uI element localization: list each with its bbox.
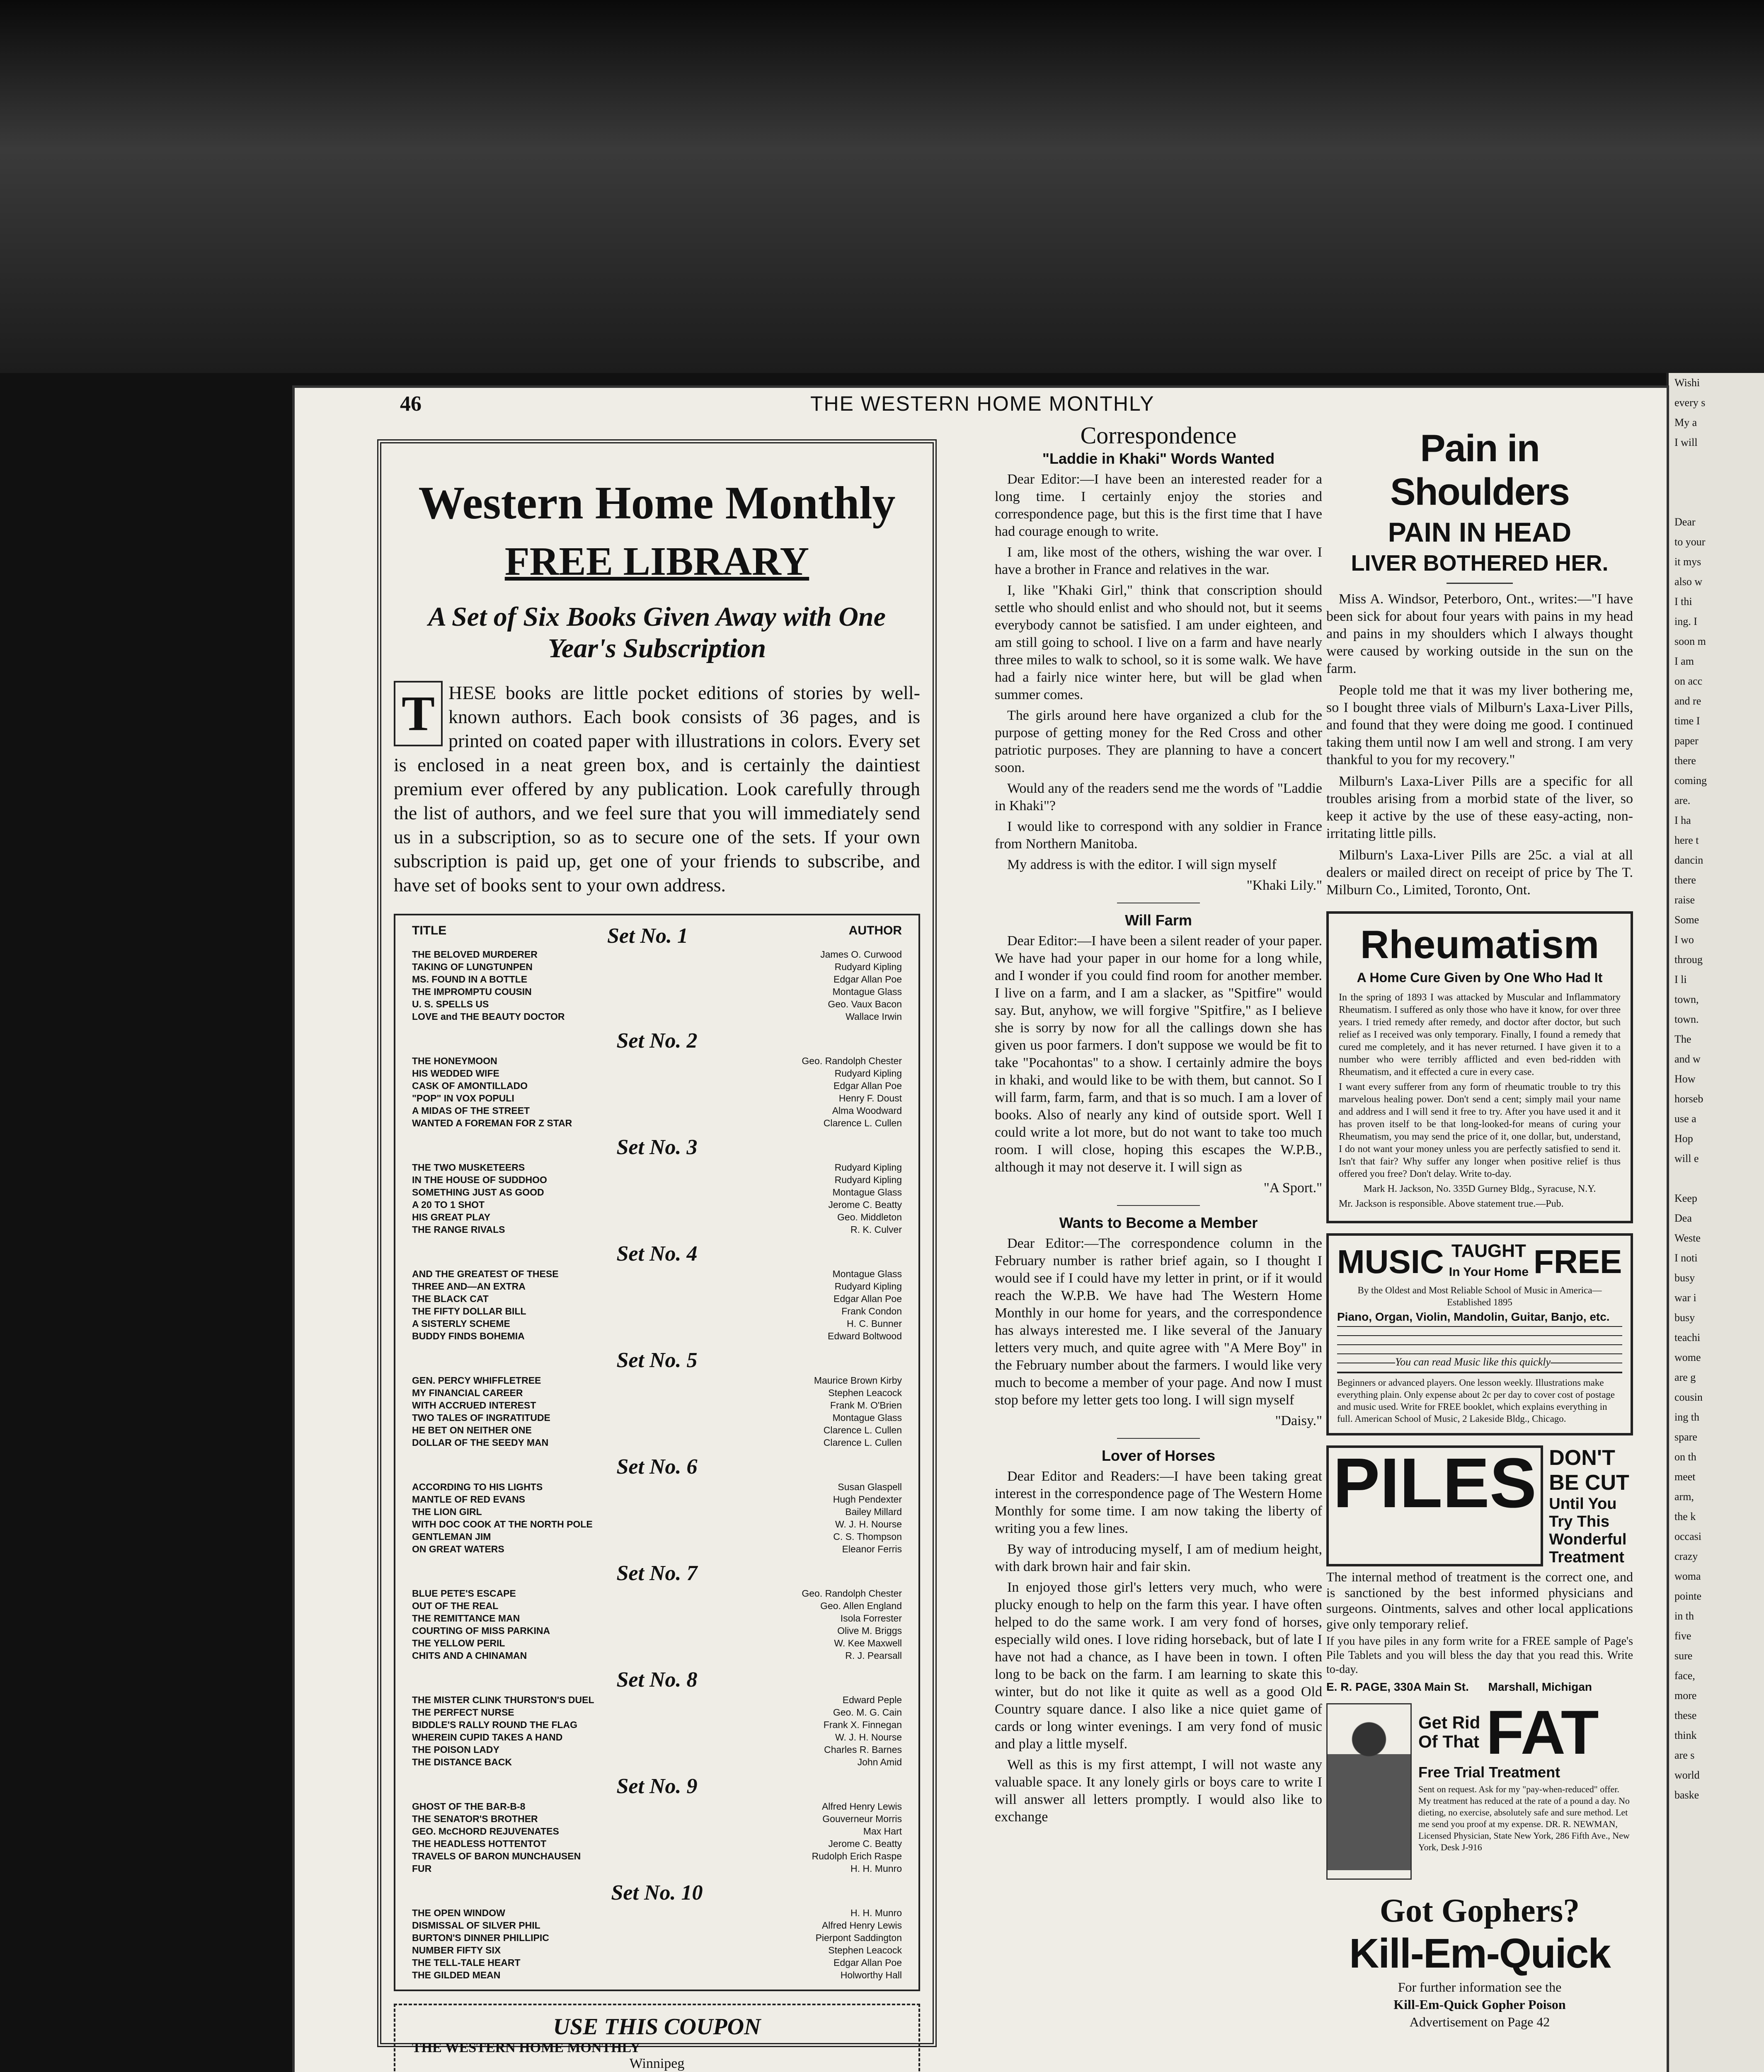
- fat-subhead: Free Trial Treatment: [1418, 1764, 1560, 1781]
- letter-paragraph: The girls around here have organized a club for the purpose of getting money for the Red Cross and other patriotic purposes. They are planning to have a concert soon.: [995, 708, 1322, 775]
- coupon-title: USE THIS COUPON: [553, 2014, 761, 2040]
- book-row: [412, 1280, 902, 1293]
- book-title: GENTLEMAN JIM: [412, 1531, 491, 1542]
- book-author: Edgar Allan Poe: [834, 1957, 902, 1968]
- book-title: THE LION GIRL: [412, 1506, 482, 1517]
- woman-illustration: [1326, 1703, 1412, 1880]
- book-row: [412, 1424, 902, 1436]
- book-author: Holworthy Hall: [840, 1970, 902, 1980]
- book-author: H. H. Munro: [850, 1907, 902, 1918]
- book-author: Jerome C. Beatty: [828, 1838, 902, 1849]
- book-title: THE OPEN WINDOW: [412, 1907, 505, 1918]
- letter-paragraph: Well as this is my first attempt, I will not waste any valuable space. It any lonely girls or boys care to write I will answer all letters promptly. I would also like to exchange: [995, 1757, 1322, 1825]
- book-row: [412, 1117, 902, 1129]
- correspondence-column: [995, 422, 1322, 1829]
- book-row: [412, 1649, 902, 1662]
- book-author: Montague Glass: [832, 1412, 902, 1423]
- book-author: Wallace Irwin: [846, 1011, 902, 1022]
- column-title-label: TITLE: [412, 924, 447, 937]
- music-line-1: By the Oldest and Most Reliable School of Music in America—Established 1895: [1357, 1285, 1602, 1307]
- library-intro: [394, 681, 920, 897]
- book-row: [412, 1305, 902, 1317]
- book-author: Clarence L. Cullen: [823, 1425, 902, 1435]
- book-row: [412, 1186, 902, 1198]
- music-free: FREE: [1534, 1243, 1622, 1280]
- book-row: [412, 1600, 902, 1612]
- letter-paragraph: I am, like most of the others, wishing the war over. I have a brother in France and relatives in the war.: [995, 545, 1322, 577]
- book-title: NUMBER FIFTY SIX: [412, 1945, 501, 1956]
- book-row: [412, 1919, 902, 1932]
- rheumatism-subhead: A Home Cure Given by One Who Had It: [1357, 970, 1603, 985]
- book-author: Frank M. O'Brien: [830, 1400, 902, 1411]
- gophers-line-3: Advertisement on Page 42: [1409, 2014, 1550, 2029]
- book-row: [412, 1813, 902, 1825]
- book-author: Henry F. Doust: [838, 1093, 902, 1104]
- book-author: Hugh Pendexter: [833, 1494, 902, 1505]
- book-title: MANTLE OF RED EVANS: [412, 1494, 526, 1505]
- sets-container: [412, 948, 902, 1981]
- book-author: Geo. Vaux Bacon: [828, 999, 902, 1009]
- sets-header: [412, 924, 902, 948]
- book-title: U. S. SPELLS US: [412, 999, 489, 1009]
- music-word: MUSIC: [1337, 1243, 1444, 1280]
- book-row: [412, 1612, 902, 1624]
- book-row: [412, 1104, 902, 1117]
- library-intro-text: HESE books are little pocket editions of stories by well-known authors. Each book consists of 36 pages, and is printed on coated paper with illustrations in colors. Every set is enclosed in a neat green box, and is certainly the daintiest premium ever offered by any publication. Look carefully through the list of authors, and we feel sure that you will immediately send us in a subscription, so as to secure one of the sets. If your own subscription is paid up, get one of your friends to subscribe, and have set of books sent to your own address.: [394, 682, 920, 896]
- rheumatism-para: In the spring of 1893 I was attacked by Muscular and Inflammatory Rheumatism. I suffered as only those who have it know, for over three years. I tried remedy after remedy, and doctor after doctor, but such relief as I received was only temporary. Finally, I found a remedy that cured me completely, and it has never returned. I have given it to a number who were terribly afflicted and even bed-ridden with Rheumatism, and it effected a cure in every case.: [1339, 992, 1621, 1077]
- letter-title: Lover of Horses: [1101, 1447, 1216, 1464]
- fat-of-that-text: Of That: [1418, 1732, 1479, 1751]
- book-author: W. J. H. Nourse: [835, 1732, 902, 1743]
- book-title: THE BELOVED MURDERER: [412, 949, 538, 960]
- book-row: [412, 998, 902, 1010]
- book-title: DOLLAR OF THE SEEDY MAN: [412, 1437, 549, 1448]
- book-author: Olive M. Briggs: [837, 1625, 902, 1636]
- book-title: CHITS AND A CHINAMAN: [412, 1650, 527, 1661]
- book-author: John Amid: [857, 1757, 902, 1767]
- book-title: MS. FOUND IN A BOTTLE: [412, 974, 528, 985]
- divider: [1117, 1205, 1200, 1206]
- book-title: BIDDLE'S RALLY ROUND THE FLAG: [412, 1719, 578, 1730]
- book-row: [412, 1825, 902, 1837]
- book-author: Rudyard Kipling: [834, 1162, 902, 1173]
- book-title: THE IMPROMPTU COUSIN: [412, 986, 532, 997]
- book-row: [412, 1330, 902, 1342]
- book-author: H. C. Bunner: [847, 1318, 902, 1329]
- set-heading: Set No. 3: [616, 1135, 698, 1159]
- ads-column: [1326, 427, 1633, 2031]
- book-row: [412, 1907, 902, 1919]
- book-author: W. J. H. Nourse: [835, 1519, 902, 1530]
- rheumatism-address: Mark H. Jackson, No. 335D Gurney Bldg., Syracuse, N.Y.: [1363, 1184, 1596, 1194]
- set-1-heading: Set No. 1: [607, 924, 688, 948]
- library-title: Western Home Monthly: [418, 477, 896, 529]
- book-row: [412, 1268, 902, 1280]
- book-row: [412, 1587, 902, 1600]
- set-heading: Set No. 5: [616, 1348, 698, 1372]
- coupon-publisher: THE WESTERN HOME MONTHLY: [412, 2040, 640, 2055]
- correspondence-heading: Correspondence: [1080, 422, 1237, 449]
- book-author: Rudyard Kipling: [834, 1174, 902, 1185]
- letter-paragraph: Dear Editor:—I have been a silent reader of your paper. We have had your paper in our home for a long while, and I wonder if you could find room for another member. I live on a farm, and I am a slacker, as "Spitfire" would say. But, anyhow, we will forgive "Spitfire," as I believe she is sorry by now for all the callings down she has given us poor farmers. I don't suppose we would be fit to take "Pocahontas" to a show. I certainly admire the boys in khaki, and would like to be with them, but cannot. So I will farm, farm, farm, and that is so much. I am a lover of books. Also of nearly any kind of outside sport. Well I could write a lot more, but do not want to take too much room. I will close, hoping this escapes the W.P.B., although it may not deserve it. I will sign as: [995, 933, 1322, 1175]
- set-heading: Set No. 7: [616, 1561, 698, 1585]
- rheumatism-note: Mr. Jackson is responsible. Above statement true.—Pub.: [1339, 1198, 1564, 1209]
- book-title: WITH DOC COOK AT THE NORTH POLE: [412, 1519, 593, 1530]
- letter-paragraph: Dear Editor:—The correspondence column in the February number is rather brief again, so I thought I would see if I could have my letter in print, or if it would reach the W.P.B. We have had The Western Home Monthly in our home for years, and the correspondence has always interested me. I like several of the January letters very much, and quite agree with "A Mere Boy" in the February number about the farmers. I would like very much to become a member of your page. And now I must stop before my letter gets too long. I will sign myself: [995, 1236, 1322, 1408]
- book-title: THE YELLOW PERIL: [412, 1638, 505, 1648]
- piles-sub-2: Wonderful Treatment: [1549, 1531, 1627, 1566]
- book-row: [412, 1506, 902, 1518]
- book-title: IN THE HOUSE OF SUDDHOO: [412, 1174, 547, 1185]
- book-title: THE HONEYMOON: [412, 1055, 497, 1066]
- piles-headlines: [1549, 1445, 1633, 1566]
- book-row: [412, 948, 902, 961]
- letter-paragraph: Dear Editor and Readers:—I have been taking great interest in the correspondence page of The Western Home Monthly for some time. I am now taking the liberty of writing you a few lines.: [995, 1469, 1322, 1536]
- book-author: Eleanor Ferris: [842, 1544, 902, 1554]
- book-title: TRAVELS OF BARON MUNCHAUSEN: [412, 1851, 581, 1861]
- book-row: [412, 1637, 902, 1649]
- piles-ad: [1326, 1445, 1633, 1695]
- book-author: Maurice Brown Kirby: [814, 1375, 902, 1386]
- book-title: THE BLACK CAT: [412, 1293, 489, 1304]
- piles-sub-1: Until You Try This: [1549, 1495, 1617, 1530]
- book-author: R. J. Pearsall: [845, 1650, 902, 1661]
- book-title: THE TELL-TALE HEART: [412, 1957, 521, 1968]
- book-row: [412, 1387, 902, 1399]
- set-heading: Set No. 10: [611, 1881, 703, 1905]
- book-title: AND THE GREATEST OF THESE: [412, 1268, 559, 1279]
- book-row: [412, 973, 902, 985]
- music-taught: [1449, 1242, 1529, 1282]
- book-author: Isola Forrester: [840, 1613, 902, 1624]
- book-author: Montague Glass: [832, 1268, 902, 1279]
- book-author: Max Hart: [863, 1826, 902, 1837]
- set-heading: Set No. 8: [616, 1668, 698, 1692]
- book-row: [412, 1706, 902, 1719]
- book-title: THE FIFTY DOLLAR BILL: [412, 1306, 526, 1317]
- coupon-city: Winnipeg: [629, 2056, 685, 2071]
- book-author: Alfred Henry Lewis: [821, 1801, 902, 1812]
- rheumatism-ad: [1326, 911, 1633, 1223]
- book-row: [412, 1067, 902, 1080]
- gophers-ad: [1326, 1892, 1633, 2030]
- book-title: THE HEADLESS HOTTENTOT: [412, 1838, 547, 1849]
- masthead: THE WESTERN HOME MONTHLY: [810, 392, 1155, 415]
- book-author: H. H. Munro: [850, 1863, 902, 1874]
- book-row: [412, 1719, 902, 1731]
- book-title: DISMISSAL OF SILVER PHIL: [412, 1920, 540, 1931]
- letter-paragraph: My address is with the editor. I will sign myself: [1007, 857, 1277, 872]
- milburn-subhead: PAIN IN HEAD: [1388, 517, 1572, 547]
- letter-paragraph: Would any of the readers send me the words of "Laddie in Khaki"?: [995, 781, 1322, 813]
- book-row: [412, 985, 902, 998]
- book-title: THE POISON LADY: [412, 1744, 499, 1755]
- music-body: Beginners or advanced players. One lesson weekly. Illustrations make everything plain. Only expense about 2c per day to cover cost of postage and music used. Write for FREE booklet, which explains everything in full. American School of Music, 2 Lakeside Bldg., Chicago.: [1337, 1377, 1615, 1424]
- book-author: Rudyard Kipling: [834, 1068, 902, 1079]
- letter-paragraph: Dear Editor:—I have been an interested reader for a long time. I certainly enjoy the stories and correspondence page, but this is the first time that I have had courage enough to write.: [995, 472, 1322, 539]
- book-title: THE GILDED MEAN: [412, 1970, 501, 1980]
- book-row: [412, 1174, 902, 1186]
- book-title: A 20 TO 1 SHOT: [412, 1199, 485, 1210]
- music-instruments: Piano, Organ, Violin, Mandolin, Guitar, Banjo, etc.: [1337, 1310, 1610, 1323]
- book-row: [412, 1080, 902, 1092]
- letter-signature: "A Sport.": [1263, 1180, 1322, 1196]
- divider: [1117, 1438, 1200, 1439]
- book-title: THREE AND—AN EXTRA: [412, 1281, 526, 1292]
- book-title: COURTING OF MISS PARKINA: [412, 1625, 550, 1636]
- fat-word: FAT: [1486, 1697, 1599, 1767]
- book-title: OUT OF THE REAL: [412, 1600, 499, 1611]
- column-author-label: AUTHOR: [848, 924, 902, 937]
- book-author: Edgar Allan Poe: [834, 1080, 902, 1091]
- book-title: MY FINANCIAL CAREER: [412, 1387, 523, 1398]
- dropcap-letter: T: [394, 681, 443, 746]
- adjacent-page-text: Wishi every s My a I will Dear to your it mys also w I thi ing. I soon m I am on acc and re time I paper there coming are. I ha here t dancin there raise Some I wo throug I li town, town. The and w How horseb use a Hop will e Keep Dea Weste I noti busy war i busy teachi wome are g cousin ing th spare on th meet arm, the k occasi crazy woma pointe in th five sure face, more these think are s world baske: [1674, 377, 1707, 1801]
- book-row: [412, 1969, 902, 1981]
- book-row: [412, 1800, 902, 1813]
- book-sets-list: [394, 914, 920, 1991]
- book-author: C. S. Thompson: [833, 1531, 902, 1542]
- book-author: Montague Glass: [832, 1187, 902, 1198]
- book-row: [412, 1932, 902, 1944]
- book-row: [412, 1317, 902, 1330]
- book-title: GEO. McCHORD REJUVENATES: [412, 1826, 559, 1837]
- book-author: Geo. Middleton: [837, 1212, 902, 1222]
- book-row: [412, 1756, 902, 1768]
- book-author: Frank X. Finnegan: [823, 1719, 902, 1730]
- fat-ad: [1326, 1697, 1633, 1880]
- book-author: Edgar Allan Poe: [834, 1293, 902, 1304]
- fat-get-rid: [1418, 1713, 1480, 1751]
- piles-word: PILES: [1326, 1445, 1543, 1566]
- book-author: Geo. Randolph Chester: [802, 1055, 902, 1066]
- book-title: HE BET ON NEITHER ONE: [412, 1425, 532, 1435]
- letter-title: Wants to Become a Member: [1059, 1214, 1258, 1231]
- book-title: SOMETHING JUST AS GOOD: [412, 1187, 544, 1198]
- gophers-line-1: For further information see the: [1398, 1980, 1562, 1995]
- book-title: TWO TALES OF INGRATITUDE: [412, 1412, 550, 1423]
- library-subtitle: FREE LIBRARY: [504, 539, 809, 584]
- book-row: [412, 1743, 902, 1756]
- book-author: Geo. Randolph Chester: [802, 1588, 902, 1599]
- book-title: "POP" IN VOX POPULI: [412, 1093, 514, 1104]
- fat-get-rid-text: Get Rid: [1418, 1713, 1480, 1732]
- kill-em-quick-logo: Kill-Em-Quick: [1349, 1930, 1610, 1977]
- fat-body: Sent on request. Ask for my "pay-when-reduced" offer. My treatment has reduced at the rate of a pound a day. No dieting, no exercise, absolutely safe and sure method. Let me send you proof at my expense. DR. R. NEWMAN, Licensed Physician, State New York, 286 Fifth Ave., New York, Desk J-916: [1418, 1784, 1630, 1852]
- book-row: [412, 961, 902, 973]
- music-taught-word: TAUGHT: [1451, 1241, 1526, 1261]
- book-row: [412, 1010, 902, 1023]
- divider: [1447, 583, 1513, 584]
- book-title: WHEREIN CUPID TAKES A HAND: [412, 1732, 563, 1743]
- book-title: BURTON'S DINNER PHILLIPIC: [412, 1932, 549, 1943]
- book-author: Rudyard Kipling: [834, 961, 902, 972]
- subscription-coupon[interactable]: [394, 2004, 920, 2072]
- book-author: Alma Woodward: [832, 1105, 902, 1116]
- book-author: Charles R. Barnes: [824, 1744, 902, 1755]
- book-title: THE TWO MUSKETEERS: [412, 1162, 525, 1173]
- piles-address: E. R. PAGE, 330A Main St. Marshall, Michigan: [1326, 1680, 1592, 1693]
- milburn-para: Miss A. Windsor, Peterboro, Ont., writes:—"I have been sick for about four years with pains in my head and pains in my shoulders which I always thought were caused by working outside in the sun on the farm.: [1326, 591, 1633, 676]
- letter-title: Will Farm: [1125, 912, 1192, 929]
- letter-signature: "Daisy.": [1275, 1413, 1322, 1428]
- book-author: Frank Condon: [841, 1306, 902, 1317]
- fat-header: [1418, 1697, 1633, 1767]
- milburn-headline: Pain in Shoulders: [1390, 427, 1569, 513]
- music-score-caption: You can read Music like this quickly: [1395, 1356, 1551, 1368]
- book-title: HIS GREAT PLAY: [412, 1212, 491, 1222]
- book-author: Geo. Allen England: [820, 1600, 902, 1611]
- book-author: W. Kee Maxwell: [834, 1638, 902, 1648]
- book-author: Alfred Henry Lewis: [821, 1920, 902, 1931]
- book-row: [412, 1211, 902, 1223]
- book-author: Stephen Leacock: [828, 1387, 902, 1398]
- book-title: TAKING OF LUNGTUNPEN: [412, 961, 533, 972]
- book-title: CASK OF AMONTILLADO: [412, 1080, 528, 1091]
- gophers-line-2: Kill-Em-Quick Gopher Poison: [1393, 1997, 1566, 2012]
- book-row: [412, 1862, 902, 1875]
- letter-paragraph: By way of introducing myself, I am of medium height, with dark brown hair and fair skin.: [995, 1542, 1322, 1574]
- book-title: THE SENATOR'S BROTHER: [412, 1813, 538, 1824]
- book-row: [412, 1161, 902, 1174]
- book-row: [412, 1481, 902, 1493]
- book-title: THE RANGE RIVALS: [412, 1224, 505, 1235]
- book-row: [412, 1198, 902, 1211]
- letter-signature: "Khaki Lily.": [1246, 878, 1322, 893]
- book-author: Geo. M. G. Cain: [833, 1707, 902, 1718]
- book-author: Edward Peple: [842, 1694, 902, 1705]
- book-title: THE REMITTANCE MAN: [412, 1613, 520, 1624]
- book-row: [412, 1411, 902, 1424]
- rheumatism-para: I want every sufferer from any form of rheumatic trouble to try this marvelous healing power. Don't send a cent; simply mail your name and address and I will send it free to try. After you have used it and it has proven itself to be that long-looked-for means of curing your Rheumatism, you may send the price of it, one dollar, but, understand, I do not want your money unless you are perfectly satisfied to send it. Isn't that fair? Why suffer any longer when positive relief is thus offered you free? Don't delay. Write to-day.: [1339, 1082, 1621, 1179]
- gophers-headline: Got Gophers?: [1379, 1893, 1580, 1929]
- set-heading: Set No. 6: [616, 1455, 698, 1479]
- set-heading: Set No. 9: [616, 1774, 698, 1798]
- book-title: THE MISTER CLINK THURSTON'S DUEL: [412, 1694, 594, 1705]
- book-title: WITH ACCRUED INTEREST: [412, 1400, 536, 1411]
- music-staff-illustration: [1337, 1326, 1622, 1373]
- piles-body-2: If you have piles in any form write for a FREE sample of Page's Pile Tablets and you will bless the day that you read this. Write to-day.: [1326, 1635, 1633, 1676]
- book-row: [412, 1956, 902, 1969]
- book-title: WANTED A FOREMAN FOR Z STAR: [412, 1118, 572, 1128]
- rheumatism-headline: Rheumatism: [1360, 922, 1599, 967]
- book-row: [412, 1731, 902, 1743]
- book-row: [412, 1543, 902, 1555]
- piles-headline: DON'T BE CUT: [1549, 1446, 1629, 1495]
- set-heading: Set No. 4: [616, 1242, 698, 1266]
- book-title: BLUE PETE'S ESCAPE: [412, 1588, 516, 1599]
- book-row: [412, 1837, 902, 1850]
- milburn-ad: [1326, 427, 1633, 899]
- book-row: [412, 1624, 902, 1637]
- book-title: BUDDY FINDS BOHEMIA: [412, 1331, 525, 1341]
- book-author: R. K. Culver: [850, 1224, 902, 1235]
- letter-paragraph: I, like "Khaki Girl," think that conscription should settle who should enlist and who should not, but it seems everybody cannot be satisfied. I am under eighteen, and am still going to school. I live on a farm and have nearly three miles to walk to school, so it is some walk. We have had a fairly nice winter here, but will be glad when summer comes.: [995, 583, 1322, 702]
- set-heading: Set No. 2: [616, 1029, 698, 1053]
- book-title: GEN. PERCY WHIFFLETREE: [412, 1375, 541, 1386]
- book-title: THE DISTANCE BACK: [412, 1757, 512, 1767]
- milburn-subhead-2: LIVER BOTHERED HER.: [1351, 551, 1609, 576]
- fat-ad-text: [1418, 1697, 1633, 1880]
- music-in-home: In Your Home: [1449, 1265, 1529, 1279]
- book-author: Clarence L. Cullen: [823, 1437, 902, 1448]
- milburn-para: Milburn's Laxa-Liver Pills are a specific for all troubles arising from a morbid state of the liver, so keep it active by the use of these easy-acting, non-irritating little pills.: [1326, 774, 1633, 841]
- book-title: ON GREAT WATERS: [412, 1544, 504, 1554]
- book-title: ACCORDING TO HIS LIGHTS: [412, 1481, 543, 1492]
- letter-paragraph: I would like to correspond with any soldier in France from Northern Manitoba.: [995, 819, 1322, 852]
- book-row: [412, 1530, 902, 1543]
- book-row: [412, 1518, 902, 1530]
- book-row: [412, 1223, 902, 1236]
- book-row: [412, 1436, 902, 1449]
- book-author: Clarence L. Cullen: [823, 1118, 902, 1128]
- book-row: [412, 1493, 902, 1506]
- library-tagline: A Set of Six Books Given Away with One Year's Subscription: [428, 602, 886, 663]
- page-header: [292, 387, 1664, 416]
- book-row: [412, 1092, 902, 1104]
- book-row: [412, 1399, 902, 1411]
- book-row: [412, 1374, 902, 1387]
- piles-body: The internal method of treatment is the correct one, and is sanctioned by the best informed physicians and surgeons. Ointments, salves and other local applications give only temporary relief.: [1326, 1569, 1633, 1631]
- book-title: LOVE and THE BEAUTY DOCTOR: [412, 1011, 565, 1022]
- book-author: James O. Curwood: [820, 949, 902, 960]
- book-author: Jerome C. Beatty: [828, 1199, 902, 1210]
- book-row: [412, 1293, 902, 1305]
- book-title: THE PERFECT NURSE: [412, 1707, 514, 1718]
- book-title: FUR: [412, 1863, 432, 1874]
- music-header: [1337, 1242, 1622, 1282]
- book-title: HIS WEDDED WIFE: [412, 1068, 499, 1079]
- piles-header: [1326, 1445, 1633, 1566]
- book-author: Rudyard Kipling: [834, 1281, 902, 1292]
- book-author: Pierpont Saddington: [815, 1932, 902, 1943]
- book-author: Gouverneur Morris: [822, 1813, 902, 1824]
- book-author: Bailey Millard: [845, 1506, 902, 1517]
- milburn-para: People told me that it was my liver bothering me, so I bought three vials of Milburn's Laxa-Liver Pills, and found that they were doing me good. I continued taking them until now I am well and strong. I am very thankful to you for my recovery.": [1326, 683, 1633, 767]
- book-title: A MIDAS OF THE STREET: [412, 1105, 530, 1116]
- book-author: Stephen Leacock: [828, 1945, 902, 1956]
- book-row: [412, 1055, 902, 1067]
- book-author: Rudolph Erich Raspe: [812, 1851, 902, 1861]
- book-row: [412, 1850, 902, 1862]
- adjacent-page-fragment: [1666, 373, 1764, 2072]
- book-row: [412, 1694, 902, 1706]
- book-author: Edgar Allan Poe: [834, 974, 902, 985]
- book-author: Montague Glass: [832, 986, 902, 997]
- book-author: Susan Glaspell: [838, 1481, 902, 1492]
- letter-title: "Laddie in Khaki" Words Wanted: [1042, 450, 1275, 467]
- milburn-para: Milburn's Laxa-Liver Pills are 25c. a vial at all dealers or mailed direct on receipt of price by The T. Milburn Co., Limited, Toronto, Ont.: [1326, 847, 1633, 898]
- letter-paragraph: In enjoyed those girl's letters very much, who were plucky enough to help on the farm this year. I have often helped to do the same work. I am very fond of horses, especially wild ones. I love riding horseback, but of late I have not had a chance, as I have been in town. I often long to be back on the farm. I am learning to skate this winter, but do not like it quite as well as a good Old Country square dance. I also like a nice quiet game of cards or long winter evenings. I am very fond of music and play a little myself.: [995, 1580, 1322, 1752]
- book-title: A SISTERLY SCHEME: [412, 1318, 510, 1329]
- free-library-ad: [377, 439, 937, 2071]
- book-row: [412, 1944, 902, 1956]
- music-ad: [1326, 1233, 1633, 1435]
- scan-background-top: [0, 0, 1764, 373]
- book-title: GHOST OF THE BAR-B-8: [412, 1801, 526, 1812]
- book-author: Edward Boltwood: [828, 1331, 902, 1341]
- page-number: 46: [400, 392, 422, 416]
